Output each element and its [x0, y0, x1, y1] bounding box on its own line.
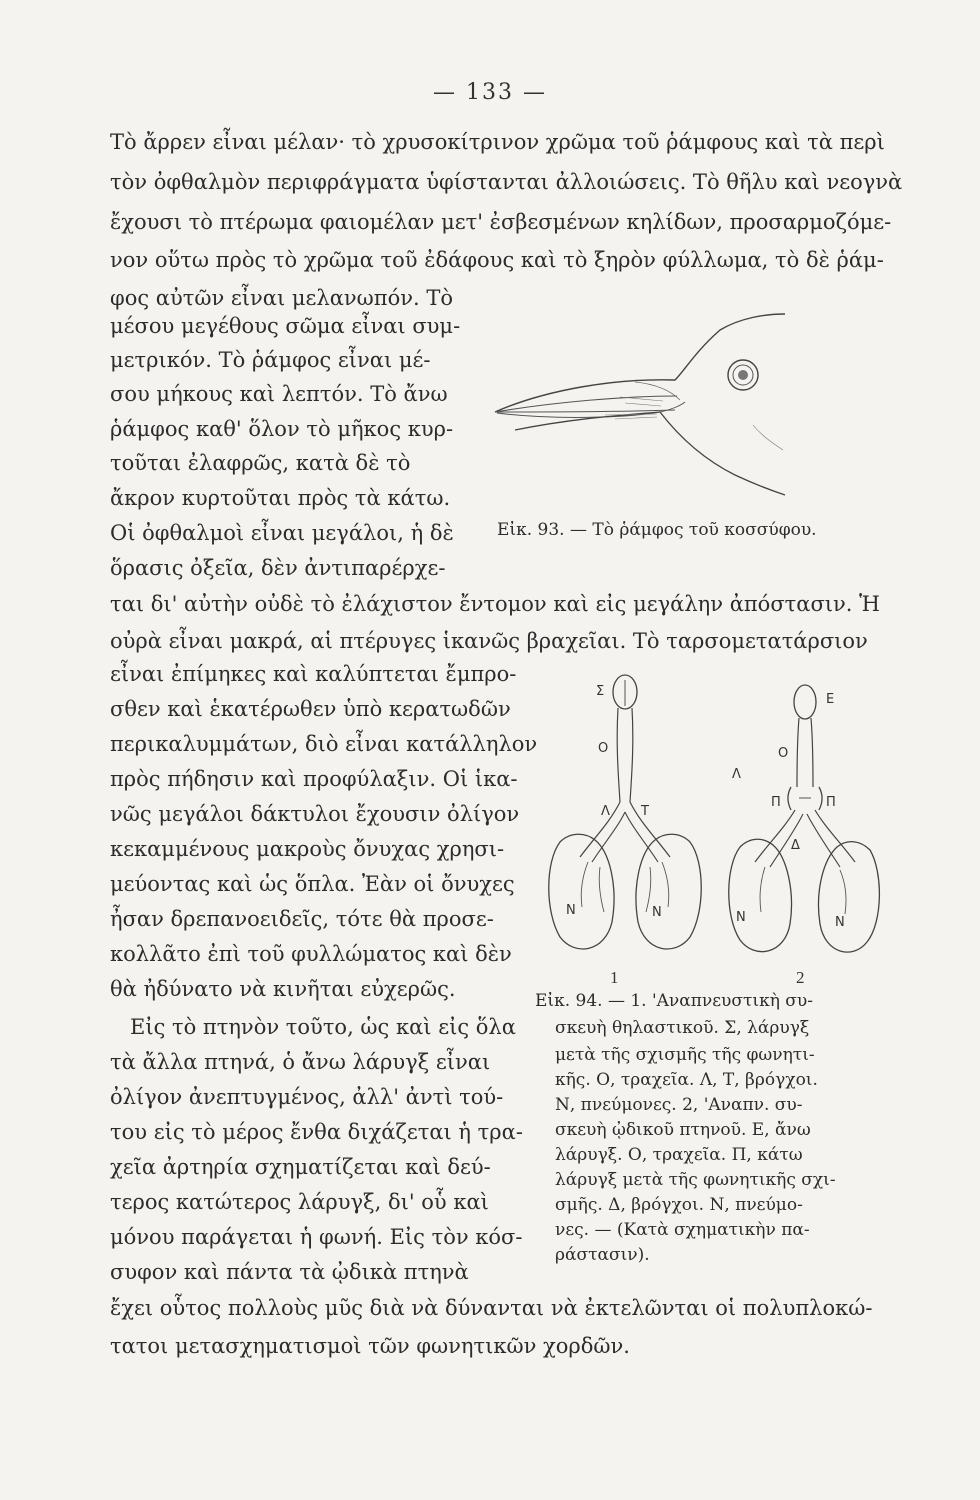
figure-94-drawing-1	[540, 672, 710, 962]
text-line: χεῖα ἀρτηρία σχηματίζεται καὶ δεύ-	[110, 1155, 491, 1179]
text-line: τοῦται ἐλαφρῶς, κατὰ δὲ τὸ	[110, 451, 411, 475]
figure-94-caption-line: σκευὴ ᾠδικοῦ πτηνοῦ. Ε, ἄνω	[555, 1120, 811, 1140]
text-line: νον οὕτω πρὸς τὸ χρῶμα τοῦ ἐδάφους καὶ τὸ ξηρὸν φύλλωμα, τὸ δὲ ῥάμ-	[110, 248, 884, 272]
label-syrinx: Π	[826, 795, 836, 810]
text-line: τὰ ἄλλα πτηνά, ὁ ἄνω λάρυγξ εἶναι	[110, 1050, 491, 1074]
label-lung: N	[652, 905, 662, 920]
figure-93-caption: Εἰκ. 93. — Τὸ ῥάμφος τοῦ κοσσύφου.	[497, 520, 817, 540]
label-lung: N	[835, 915, 845, 930]
text-line: ὅρασις ὀξεῖα, δὲν ἀντιπαρέρχε-	[110, 556, 446, 580]
label-right-bronchus: Τ	[641, 804, 649, 819]
text-line: μόνου παράγεται ἡ φωνή. Εἰς τὸν κόσ-	[110, 1225, 523, 1249]
page-number: — 133 —	[433, 80, 547, 105]
figure-94-caption-line: μετὰ τῆς σχισμῆς τῆς φωνητι-	[555, 1045, 815, 1065]
figure-94-caption-line: Εἰκ. 94. — 1. 'Αναπνευστικὴ συ-	[535, 991, 813, 1011]
text-line: συφον καὶ πάντα τὰ ᾠδικὰ πτηνὰ	[110, 1260, 469, 1284]
label-trachea: O	[778, 746, 789, 761]
figure-94-drawing-2	[715, 672, 885, 972]
label-bronchi: Δ	[791, 838, 800, 853]
figure-93-beak-drawing	[485, 300, 785, 510]
text-line: Εἰς τὸ πτηνὸν τοῦτο, ὡς καὶ εἰς ὅλα	[130, 1015, 516, 1039]
text-line: τὸν ὀφθαλμὸν περιφράγματα ὑφίστανται ἀλλοιώσεις. Τὸ θῆλυ καὶ νεογνὰ	[110, 170, 903, 194]
figure-94-caption-line: σμῆς. Δ, βρόγχοι. Ν, πνεύμο-	[555, 1195, 803, 1215]
text-line: ἔχει οὗτος πολλοὺς μῦς διὰ νὰ δύνανται νὰ ἐκτελῶνται οἱ πολυπλοκώ-	[110, 1296, 873, 1320]
text-line: ἦσαν δρεπανοειδεῖς, τότε θὰ προσε-	[110, 907, 494, 931]
text-line: νῶς μεγάλοι δάκτυλοι ἔχουσιν ὀλίγον	[110, 802, 520, 826]
text-line: μεύοντας καὶ ὡς ὅπλα. Ἐὰν οἱ ὄνυχες	[110, 872, 515, 896]
label-upper-larynx: E	[826, 692, 835, 707]
figure-94-caption-line: νες. — (Κατὰ σχηματικὴν πα-	[555, 1220, 810, 1240]
figure-94-caption-line: λάρυγξ μετὰ τῆς φωνητικῆς σχι-	[555, 1170, 836, 1190]
text-line: ται δι' αὐτὴν οὐδὲ τὸ ἐλάχιστον ἔντομον καὶ εἰς μεγάλην ἀπόστασιν. Ἡ	[110, 592, 880, 616]
text-line: μέσου μεγέθους σῶμα εἶναι συμ-	[110, 314, 461, 338]
text-line: σθεν καὶ ἑκατέρωθεν ὑπὸ κερατωδῶν	[110, 697, 511, 721]
text-line: φος αὐτῶν εἶναι μελανωπόν. Τὸ	[110, 286, 454, 310]
text-line: οὐρὰ εἶναι μακρά, αἱ πτέρυγες ἱκανῶς βραχεῖαι. Τὸ ταρσομετατάρσιον	[110, 629, 868, 653]
figure-94-caption-line: σκευὴ θηλαστικοῦ. Σ, λάρυγξ	[555, 1018, 810, 1038]
label-trachea: Ο	[598, 741, 609, 756]
text-line: πρὸς πήδησιν καὶ προφύλαξιν. Οἱ ἱκα-	[110, 767, 518, 791]
figure-94-caption-line: ράστασιν).	[555, 1245, 650, 1265]
text-line: τερος κατώτερος λάρυγξ, δι' οὗ καὶ	[110, 1190, 489, 1214]
figure-94-caption-line: λάρυγξ. Ο, τραχεῖα. Π, κάτω	[555, 1145, 803, 1165]
figure-94-number-1: 1	[610, 968, 619, 987]
text-line: του εἰς τὸ μέρος ἔνθα διχάζεται ἡ τρα-	[110, 1120, 523, 1144]
figure-94-number-2: 2	[796, 968, 805, 987]
figure-94-caption-line: Ν, πνεύμονες. 2, 'Αναπν. συ-	[555, 1095, 803, 1115]
label-lung: N	[566, 903, 576, 918]
text-line: τατοι μετασχηματισμοὶ τῶν φωνητικῶν χορδῶν.	[110, 1334, 630, 1358]
label-syrinx: Π	[771, 795, 781, 810]
text-line: Οἱ ὀφθαλμοὶ εἶναι μεγάλοι, ἡ δὲ	[110, 521, 454, 545]
text-line: περικαλυμμάτων, διὸ εἶναι κατάλληλον	[110, 732, 538, 756]
text-line: ὀλίγον ἀνεπτυγμένος, ἀλλ' ἀντὶ τού-	[110, 1085, 504, 1109]
text-line: Τὸ ἄρρεν εἶναι μέλαν· τὸ χρυσοκίτρινον χρῶμα τοῦ ῥάμφους καὶ τὰ περὶ	[110, 130, 885, 154]
text-line: σου μήκους καὶ λεπτόν. Τὸ ἄνω	[110, 382, 448, 406]
text-line: μετρικόν. Τὸ ῥάμφος εἶναι μέ-	[110, 348, 431, 372]
text-line: κολλᾶτο ἐπὶ τοῦ φυλλώματος καὶ δὲν	[110, 942, 512, 966]
label-larynx: Σ	[596, 684, 605, 699]
figure-94-caption-line: κῆς. Ο, τραχεῖα. Λ, Τ, βρόγχοι.	[555, 1070, 818, 1090]
text-line: κεκαμμένους μακροὺς ὄνυχας χρησι-	[110, 837, 505, 861]
text-line: εἶναι ἐπίμηκες καὶ καλύπτεται ἔμπρο-	[110, 662, 517, 686]
label-left-bronchus: Λ	[601, 804, 610, 819]
label-side: Λ	[732, 767, 741, 782]
label-lung: N	[736, 910, 746, 925]
text-line: θὰ ἠδύνατο νὰ κινῆται εὐχερῶς.	[110, 977, 456, 1001]
text-line: ἄκρον κυρτοῦται πρὸς τὰ κάτω.	[110, 486, 451, 510]
text-line: ἔχουσι τὸ πτέρωμα φαιομέλαν μετ' ἐσβεσμένων κηλίδων, προσαρμοζόμε-	[110, 210, 892, 234]
text-line: ῥάμφος καθ' ὅλον τὸ μῆκος κυρ-	[110, 417, 454, 441]
